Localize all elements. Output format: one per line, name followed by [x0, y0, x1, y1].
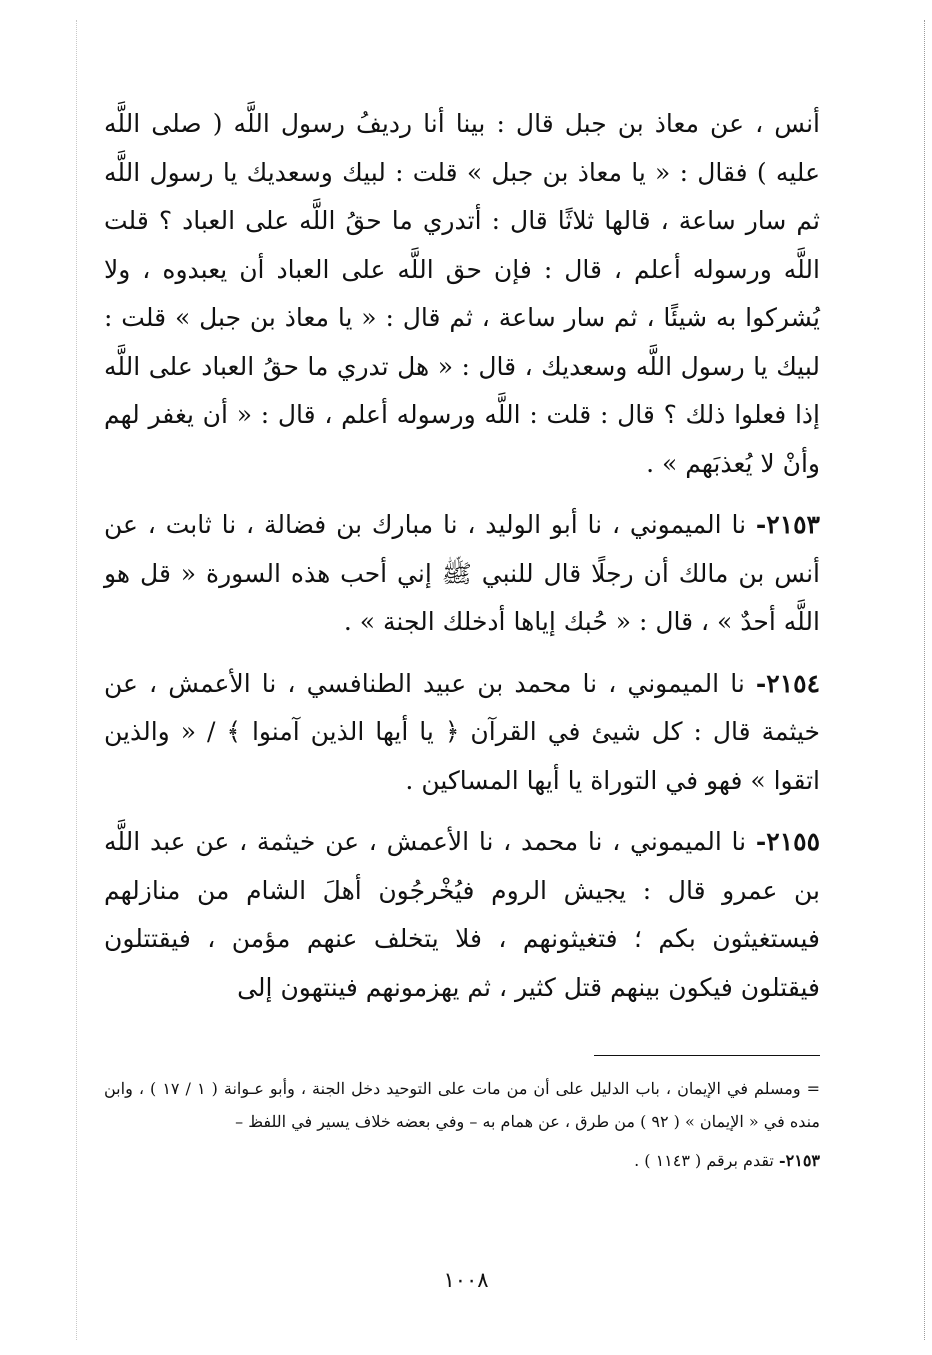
footnote-text: تقدم برقم ( ١١٤٣ ) . — [634, 1151, 774, 1170]
paragraph-text: أنس ، عن معاذ بن جبل قال : بينا أنا رديفُ رسول اللَّه ( صلى اللَّه عليه ) فقال : « يا معاذ بن جبل » قلت : لبيك وسعديك يا رسول اللَّه ثم سار ساعة ، قالها ثلاثًا قال : أتدري ما حقُ اللَّه على العباد ؟ قلت اللَّه ورسوله أعلم ، قال : فإن حق اللَّه على العباد أن يعبدوه ، ولا يُشركوا به شيئًا ، ثم سار ساعة ، ثم قال : « يا معاذ بن جبل » قلت : لبيك يا رسول اللَّه وسعديك ، قال : « هل تدري ما حقُ العباد على اللَّه إذا فعلوا ذلك ؟ قال : قلت : اللَّه ورسوله أعلم ، قال : « أن يغفر لهم وأنْ لا يُعذبَهم » . — [104, 109, 820, 478]
footnote — [104, 1144, 820, 1177]
main-text — [104, 100, 820, 1012]
paragraph — [104, 100, 820, 488]
hadith-number: ٢١٥٤- — [755, 668, 820, 698]
hadith-number: ٢١٥٣- — [755, 510, 820, 539]
hadith-paragraph — [104, 660, 820, 806]
hadith-number: ٢١٥٥- — [755, 827, 820, 856]
paragraph-text: نا الميموني ، نا محمد ، نا الأعمش ، عن خيثمة ، عن عبد اللَّه بن عمرو قال : يجيش الروم فيُخْرجُون أهلَ الشام من منازلهم فيستغيثون بكم ؛ فتغيثونهم ، فلا يتخلف عنهم مؤمن ، فيقتتلون فيقتلون فيكون بينهم قتل كثير ، ثم يهزمونهم فينتهون إلى — [104, 827, 820, 1002]
page-number: ١٠٠٨ — [443, 1268, 489, 1292]
footnote-number: ٢١٥٣- — [778, 1151, 820, 1170]
paragraph-text: نا الميموني ، نا أبو الوليد ، نا مبارك بن فضالة ، نا ثابت ، عن أنس بن مالك أن رجلًا قال للنبي ﷺ إني أحب هذه السورة « قل هو اللَّه أحدٌ » ، قال : « حُبك إياها أدخلك الجنة » . — [104, 510, 820, 636]
hadith-paragraph — [104, 501, 820, 647]
footnotes — [104, 1072, 820, 1177]
scan-margin-dots — [924, 20, 925, 1340]
paragraph-text: نا الميموني ، نا محمد بن عبيد الطنافسي ، نا الأعمش ، عن خيثمة قال : كل شيئ في القرآن ﴿ يا أيها الذين آمنوا ﴾ / « والذين اتقوا » فهو في التوراة يا أيها المساكين . — [104, 668, 820, 795]
footnote — [104, 1072, 820, 1138]
scan-margin-dots — [76, 20, 77, 1340]
footnote-text: = ومسلم في الإيمان ، باب الدليل على أن من مات على التوحيد دخل الجنة ، وأبو عـوانة ( ١ / ١٧ ) ، وابن منده في « الإيمان » ( ٩٢ ) من طرق ، عن همام به – وفي بعضه خلاف يسير في اللفظ – — [104, 1079, 820, 1131]
footnote-separator — [594, 1055, 820, 1056]
hadith-paragraph — [104, 818, 820, 1012]
